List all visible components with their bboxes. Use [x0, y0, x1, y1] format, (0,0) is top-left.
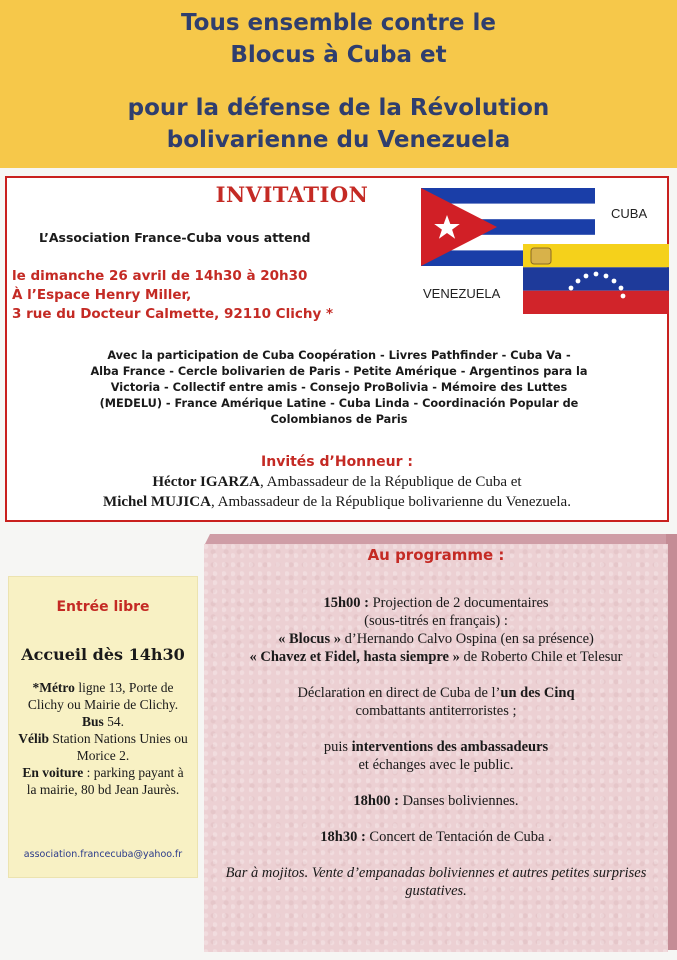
- program-footer: Bar à mojitos. Vente d’empanadas boliviennes et autres petites surprises gustatives.: [225, 865, 647, 899]
- program-text: Concert de Tentación de Cuba .: [365, 829, 552, 845]
- venezuela-label: VENEZUELA: [423, 286, 501, 301]
- event-date: le dimanche 26 avril de 14h30 à 20h30: [12, 268, 308, 284]
- program-time: 15h00 :: [323, 595, 369, 611]
- association-line: L’Association France-Cuba vous attend: [39, 230, 311, 245]
- program-text: Projection de 2 documentaires: [368, 595, 549, 611]
- program-time: 18h00 :: [353, 793, 399, 809]
- declaration-line-2: combattants antiterroristes ;: [355, 703, 517, 719]
- transport-info: [17, 679, 189, 798]
- program-item: [212, 828, 660, 846]
- metro-label: *Métro: [32, 680, 75, 695]
- metro-text: ligne 13, Porte de Clichy ou Mairie de Clichy.: [27, 680, 179, 712]
- film-2-title: « Chavez et Fidel, hasta siempre »: [249, 649, 460, 665]
- velib-info: [17, 730, 189, 764]
- practical-info-box: [8, 576, 198, 878]
- guests-title: Invités d’Honneur :: [261, 454, 413, 470]
- film-2: [212, 648, 660, 666]
- car-label: En voiture: [22, 765, 84, 780]
- participants-line: (MEDELU) - France Amérique Latine - Cuba Linda - Coordinación Popular de: [99, 397, 579, 410]
- program-text: Danses boliviennes.: [398, 793, 519, 809]
- guest-1-name: Héctor IGARZA: [152, 474, 260, 490]
- participants-list: [21, 348, 657, 428]
- bus-text: 54.: [103, 714, 125, 729]
- guest-2-name: Michel MUJICA: [103, 494, 211, 510]
- invitation-box: [5, 176, 669, 522]
- header-line-4: bolivarienne du Venezuela: [166, 127, 511, 153]
- header-line-2: Blocus à Cuba et: [230, 42, 447, 68]
- free-entry-label: Entrée libre: [56, 599, 150, 615]
- welcome-time: Accueil dès 14h30: [21, 645, 185, 664]
- velib-label: Vélib: [18, 731, 49, 746]
- bus-label: Bus: [81, 714, 104, 729]
- participants-line: Victoria - Collectif entre amis - Consejo ProBolivia - Mémoire des Luttes: [110, 381, 568, 394]
- guest-2-role: , Ambassadeur de la République bolivarienne du Venezuela.: [210, 494, 571, 510]
- participants-line: Avec la participation de Cuba Coopération - Livres Pathfinder - Cuba Va -: [107, 349, 571, 362]
- program-title: Au programme :: [367, 546, 505, 564]
- program-item: [212, 792, 660, 810]
- event-venue: À l’Espace Henry Miller,: [12, 287, 192, 303]
- interventions: [212, 738, 660, 756]
- cuba-label: CUBA: [611, 206, 648, 221]
- program-subline: (sous-titrés en français) :: [364, 613, 508, 629]
- guest-1: [7, 472, 667, 492]
- header-banner: [0, 0, 677, 168]
- velib-text: Station Nations Unies ou Morice 2.: [49, 731, 188, 763]
- event-address: 3 rue du Docteur Calmette, 92110 Clichy *: [12, 306, 334, 322]
- bus-info: [17, 713, 189, 730]
- guests-list: [7, 472, 667, 512]
- guest-2: [7, 492, 667, 512]
- film-1-text: d’Hernando Calvo Ospina (en sa présence): [340, 631, 594, 647]
- header-line-3: pour la défense de la Révolution: [127, 95, 550, 121]
- program-item: [212, 594, 660, 612]
- participants-line: Colombianos de Paris: [270, 413, 408, 426]
- guest-1-role: , Ambassadeur de la République de Cuba et: [260, 474, 522, 490]
- car-text: : parking payant à la mairie, 80 bd Jean Jaurès.: [26, 765, 184, 797]
- event-date-venue: [12, 267, 412, 324]
- contact-email[interactable]: association.francecuba@yahoo.fr: [23, 849, 183, 860]
- film-1-title: « Blocus »: [278, 631, 341, 647]
- interventions-text: puis: [323, 739, 352, 755]
- program-time: 18h30 :: [320, 829, 366, 845]
- declaration-text: Déclaration en direct de Cuba de l’: [297, 685, 501, 701]
- film-2-text: de Roberto Chile et Telesur: [459, 649, 623, 665]
- participants-line: Alba France - Cercle bolivarien de Paris - Petite Amérique - Argentinos para la: [90, 365, 588, 378]
- header-line-1: Tous ensemble contre le: [181, 10, 496, 36]
- interventions-line-2: et échanges avec le public.: [358, 757, 514, 773]
- car-info: [17, 764, 189, 798]
- venezuela-flag-icon: [523, 244, 669, 314]
- declaration: [212, 684, 660, 702]
- metro-info: [17, 679, 189, 713]
- program-body: [212, 594, 660, 900]
- declaration-bold: un des Cinq: [500, 685, 575, 701]
- program-box: [204, 544, 668, 952]
- interventions-bold: interventions des ambassadeurs: [351, 739, 549, 755]
- film-1: [212, 630, 660, 648]
- invitation-title: INVITATION: [215, 182, 369, 207]
